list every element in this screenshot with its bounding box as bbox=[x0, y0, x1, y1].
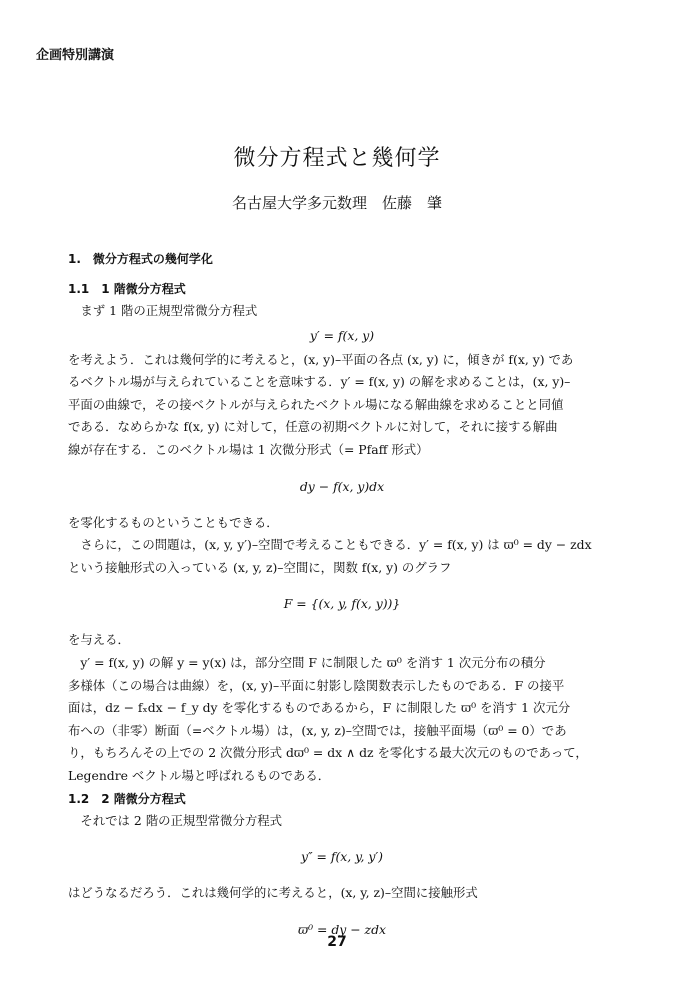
equation: dy − f(x, y)dx bbox=[299, 478, 385, 494]
text-line: を与える． bbox=[68, 632, 130, 648]
paragraph bbox=[68, 512, 616, 580]
equation: F = {(x, y, f(x, y))} bbox=[283, 596, 401, 612]
text-line: を考えよう．これは幾何学的に考えると，(x, y)–平面の各点 (x, y) に，傾きが f(x, y) であ bbox=[68, 351, 574, 367]
text-line: 平面の曲線で，その接ベクトルが与えられたベクトル場になる解曲線を求めることと同値 bbox=[68, 396, 564, 412]
text-line: である．なめらかな f(x, y) に対して，任意の初期ベクトルに対して，それに接する解曲 bbox=[68, 419, 558, 435]
body-content bbox=[68, 248, 616, 943]
section-heading-1: 1. 微分方程式の幾何学化 bbox=[68, 252, 213, 266]
author-affiliation: 名古屋大学多元数理 佐藤 肇 bbox=[231, 194, 442, 212]
text-line: という接触形式の入っている (x, y, z)–空間に，関数 f(x, y) のグラフ bbox=[68, 559, 452, 575]
text-line: 線が存在する．このベクトル場は 1 次微分形式（= Pfaff 形式） bbox=[68, 441, 429, 457]
text-line: Legendre ベクトル場と呼ばれるものである． bbox=[68, 767, 331, 783]
paragraph bbox=[68, 629, 616, 787]
text-line: り，もちろんその上での 2 次微分形式 dϖ⁰ = dx ∧ dz を零化する最大次元のものであって， bbox=[68, 745, 588, 761]
equation: y″ = f(x, y, y′) bbox=[300, 849, 384, 865]
header-label: 企画特別講演 bbox=[36, 48, 115, 63]
paragraph bbox=[68, 349, 616, 462]
subsection-heading-1-2: 1.2 2 階微分方程式 bbox=[68, 791, 186, 806]
text-line: y′ = f(x, y) の解 y = y(x) は，部分空間 F に制限した ϖ⁰ を消す 1 次元分布の積分 bbox=[80, 654, 546, 670]
equation: ϖ⁰ = dy − zdx bbox=[298, 921, 386, 937]
text-line: を零化するものということもできる． bbox=[68, 514, 279, 530]
text-line: 多様体（この場合は曲線）を，(x, y)–平面に射影し陰関数表示したものである．F の接平 bbox=[68, 677, 565, 693]
paper-title: 微分方程式と幾何学 bbox=[233, 146, 441, 171]
paragraph: まず 1 階の正規型常微分方程式 bbox=[80, 303, 258, 318]
equation: y′ = f(x, y) bbox=[309, 327, 375, 343]
page-number: 27 bbox=[327, 934, 347, 950]
text-line: 面は，dz − fₓdx − f_y dy を零化するものであるから，F に制限した ϖ⁰ を消す 1 次元分 bbox=[68, 700, 571, 716]
text-line: さらに，この問題は，(x, y, y′)–空間で考えることもできる．y′ = f(x, y) は ϖ⁰ = dy − zdx bbox=[80, 537, 592, 553]
subsection-heading-1-1: 1.1 1 階微分方程式 bbox=[68, 282, 186, 296]
text-line: るベクトル場が与えられていることを意味する．y′ = f(x, y) の解を求めることは，(x, y)– bbox=[68, 374, 571, 390]
paragraph: それでは 2 階の正規型常微分方程式 bbox=[80, 812, 283, 828]
text-line: 布への（非零）断面（=ベクトル場）は，(x, y, z)–空間では，接触平面場（ϖ⁰ = 0）であ bbox=[68, 722, 567, 738]
paragraph: はどうなるだろう．これは幾何学的に考えると，(x, y, z)–空間に接触形式 bbox=[68, 885, 478, 901]
